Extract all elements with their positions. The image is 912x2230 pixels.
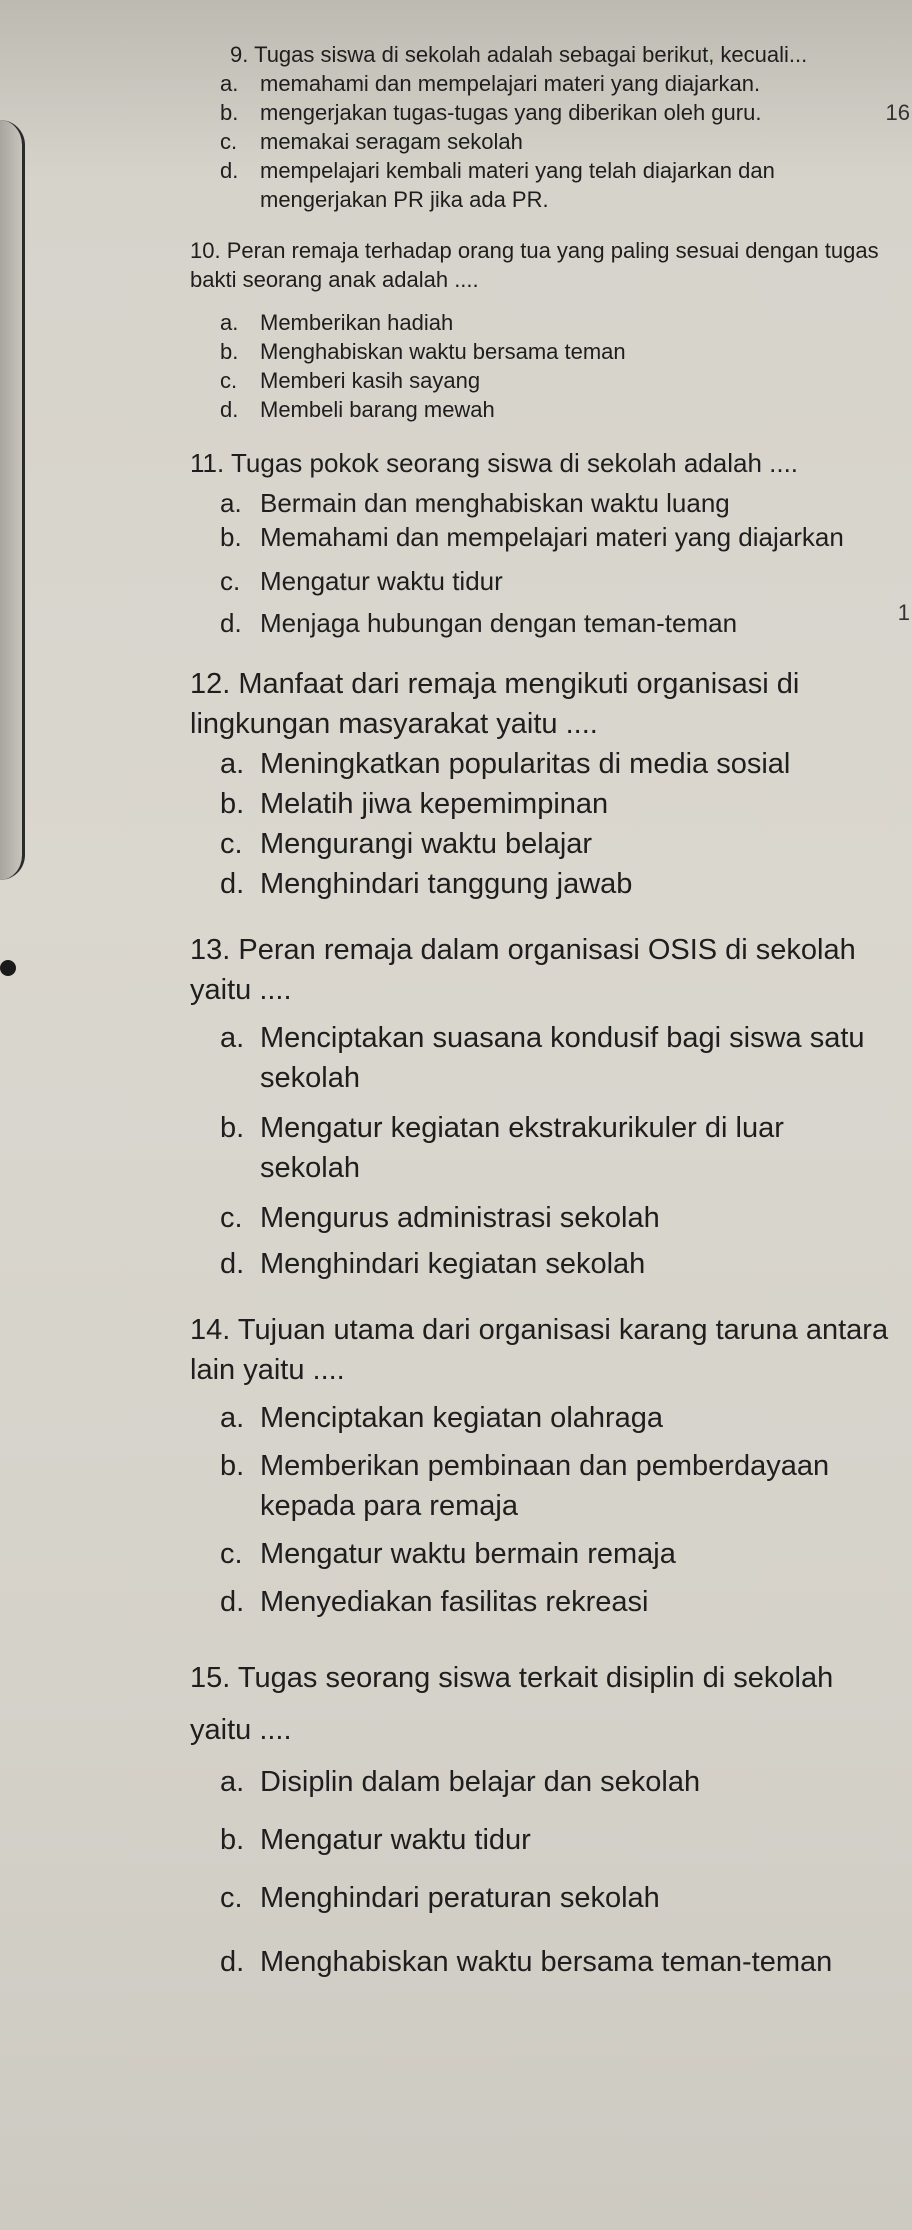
question-number: 9. [230,42,249,67]
edge-mark: 16 [885,100,910,125]
question-text: Tugas siswa di sekolah adalah sebagai berikut, kecuali... [254,42,808,67]
option-d[interactable]: d. Menghindari tanggung jawab [220,868,633,900]
question-text: Tugas seorang siswa terkait disiplin di sekolah yaitu .... [190,1662,834,1746]
option-d[interactable]: d. Menghabiskan waktu bersama teman-teman [220,1946,833,1978]
question-12 [190,664,890,904]
option-c[interactable]: c. Mengatur waktu tidur [220,566,503,596]
question-number: 15. [190,1662,231,1694]
option-d[interactable]: d. mempelajari kembali materi yang telah diajarkan dan mengerjakan PR jika ada PR. [220,158,775,212]
option-a[interactable]: a. Memberikan hadiah [220,310,454,335]
option-b[interactable]: b. Memberikan pembinaan dan pemberdayaan kepada para remaja [220,1450,830,1522]
option-a[interactable]: a. Menciptakan kegiatan olahraga [220,1402,664,1434]
option-c[interactable]: c. Mengatur waktu bermain remaja [220,1538,676,1570]
option-a[interactable]: a. memahami dan mempelajari materi yang diajarkan. [220,71,761,96]
question-11 [190,446,890,640]
option-b[interactable]: b. Mengatur waktu tidur [220,1824,531,1856]
notebook-edge [0,120,25,880]
option-b[interactable]: b. Memahami dan mempelajari materi yang diajarkan [220,522,844,552]
option-d[interactable]: d. Menjaga hubungan dengan teman-teman [220,608,738,638]
question-number: 13. [190,934,231,966]
question-list [190,30,890,1988]
option-c[interactable]: c. Menghindari peraturan sekolah [220,1882,660,1914]
option-c[interactable]: c. Mengurus administrasi sekolah [220,1202,660,1234]
question-number: 14. [190,1314,231,1346]
option-c[interactable]: c. memakai seragam sekolah [220,129,523,154]
option-a[interactable]: a. Disiplin dalam belajar dan sekolah [220,1766,701,1798]
question-13 [190,930,890,1284]
question-14 [190,1310,890,1622]
option-a[interactable]: a. Menciptakan suasana kondusif bagi siswa satu sekolah [220,1022,865,1094]
question-9 [190,40,890,214]
option-b[interactable]: b. Mengatur kegiatan ekstrakurikuler di luar sekolah [220,1112,784,1184]
option-d[interactable]: d. Menghindari kegiatan sekolah [220,1248,646,1280]
binder-hole-icon [0,960,16,976]
question-text: Tujuan utama dari organisasi karang taruna antara lain yaitu .... [190,1314,889,1386]
question-number: 11. [190,448,225,478]
option-c[interactable]: c. Memberi kasih sayang [220,368,481,393]
question-text: Peran remaja dalam organisasi OSIS di sekolah yaitu .... [190,934,856,1006]
option-a[interactable]: a. Meningkatkan popularitas di media sosial [220,748,791,780]
option-a[interactable]: a. Bermain dan menghabiskan waktu luang [220,488,730,518]
option-b[interactable]: b. Melatih jiwa kepemimpinan [220,788,609,820]
question-text: Tugas pokok seorang siswa di sekolah adalah .... [230,448,799,478]
edge-mark: 1 [897,600,910,625]
question-text: Manfaat dari remaja mengikuti organisasi di lingkungan masyarakat yaitu .... [190,668,800,740]
question-15 [190,1652,890,1988]
question-text: Peran remaja terhadap orang tua yang paling sesuai dengan tugas bakti seorang anak adalah .... [190,238,879,292]
option-b[interactable]: b. Menghabiskan waktu bersama teman [220,339,626,364]
option-c[interactable]: c. Mengurangi waktu belajar [220,828,593,860]
option-b[interactable]: b. mengerjakan tugas-tugas yang diberikan oleh guru. [220,100,762,125]
option-d[interactable]: d. Membeli barang mewah [220,397,495,422]
option-d[interactable]: d. Menyediakan fasilitas rekreasi [220,1586,649,1618]
question-number: 12. [190,668,231,700]
question-number: 10. [190,238,221,263]
question-10 [190,236,890,424]
